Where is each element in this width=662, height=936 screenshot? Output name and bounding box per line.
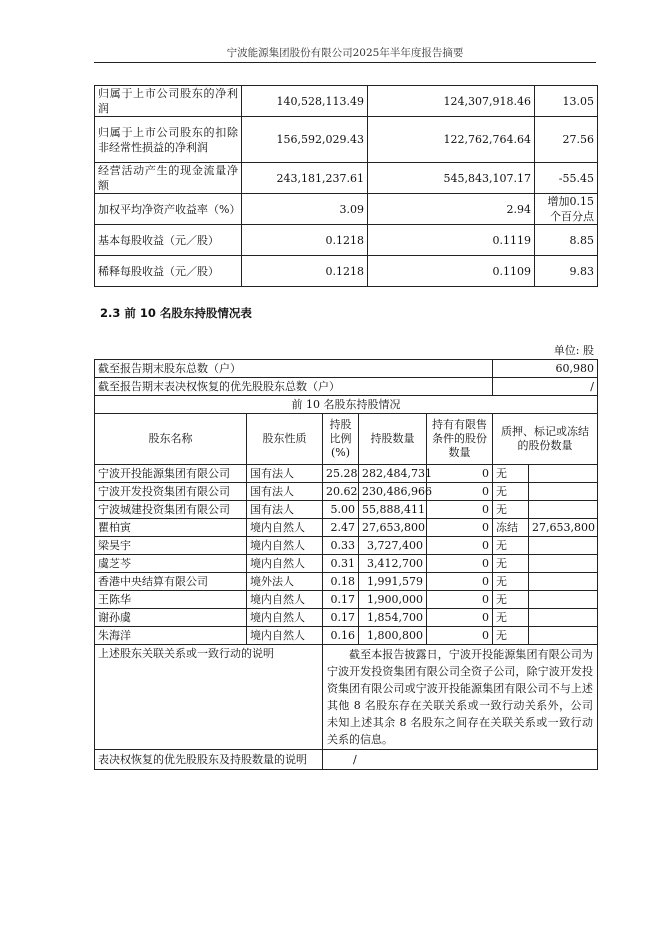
fin-label: 归属于上市公司股东的净利润 — [95, 86, 242, 117]
shareholder-nature: 国有法人 — [247, 501, 323, 519]
shareholder-row — [95, 591, 598, 609]
fin-label: 经营活动产生的现金流量净额 — [95, 163, 242, 194]
shareholder-shares: 1,800,800 — [359, 627, 427, 645]
shareholder-ratio: 0.31 — [323, 555, 359, 573]
shareholder-pledged-shares — [529, 501, 598, 519]
fin-current: 140,528,113.49 — [242, 86, 368, 117]
pref-note-label: 表决权恢复的优先股股东及持股数量的说明 — [95, 750, 323, 770]
fin-label: 归属于上市公司股东的扣除非经常性损益的净利润 — [95, 117, 242, 163]
fin-row — [95, 163, 598, 194]
shareholder-restricted: 0 — [427, 555, 493, 573]
shareholder-shares: 1,991,579 — [359, 573, 427, 591]
shareholder-pledge-status: 冻结 — [493, 519, 529, 537]
shareholder-row — [95, 501, 598, 519]
shareholder-restricted: 0 — [427, 501, 493, 519]
shareholder-restricted: 0 — [427, 591, 493, 609]
shareholder-shares: 1,900,000 — [359, 591, 427, 609]
shareholder-pledge-status: 无 — [493, 591, 529, 609]
shareholder-ratio: 20.62 — [323, 483, 359, 501]
shareholder-ratio: 2.47 — [323, 519, 359, 537]
fin-row — [95, 256, 598, 287]
shareholder-name: 香港中央结算有限公司 — [95, 573, 247, 591]
shareholder-row — [95, 519, 598, 537]
pref-shareholders-value: / — [493, 378, 598, 396]
shareholder-nature: 境内自然人 — [247, 537, 323, 555]
fin-prior: 124,307,918.46 — [368, 86, 535, 117]
shareholder-pledged-shares — [529, 591, 598, 609]
shareholder-name: 宁波城建投资集团有限公司 — [95, 501, 247, 519]
header-name: 股东名称 — [95, 414, 247, 465]
shareholder-pledged-shares — [529, 465, 598, 483]
shareholder-name: 宁波开投能源集团有限公司 — [95, 465, 247, 483]
shareholder-ratio: 0.33 — [323, 537, 359, 555]
pref-note-value: / — [323, 750, 598, 770]
header-ratio: 持股比例(%) — [323, 414, 359, 465]
shareholder-ratio: 0.17 — [323, 591, 359, 609]
shareholder-ratio: 25.28 — [323, 465, 359, 483]
shareholder-nature: 境内自然人 — [247, 627, 323, 645]
fin-row — [95, 86, 598, 117]
shareholder-row — [95, 483, 598, 501]
shareholder-pledged-shares — [529, 573, 598, 591]
relation-note-label: 上述股东关联关系或一致行动的说明 — [95, 645, 323, 750]
fin-change: 13.05 — [535, 86, 598, 117]
total-shareholders-value: 60,980 — [493, 360, 598, 378]
shareholder-nature: 境外法人 — [247, 573, 323, 591]
fin-label: 稀释每股收益（元／股） — [95, 256, 242, 287]
header-shares: 持股数量 — [359, 414, 427, 465]
fin-current: 0.1218 — [242, 256, 368, 287]
shareholder-row — [95, 573, 598, 591]
shareholder-pledge-status: 无 — [493, 483, 529, 501]
shareholder-nature: 国有法人 — [247, 483, 323, 501]
fin-row — [95, 225, 598, 256]
top10-shareholders-table — [94, 359, 598, 770]
fin-label: 加权平均净资产收益率（%） — [95, 194, 242, 225]
relation-note-text: 截至本报告披露日，宁波开投能源集团有限公司为宁波开发投资集团有限公司全资子公司，除宁波开发投资集团有限公司或宁波开投能源集团有限公司不与上述其他 8 名股东存在关联关系或一致行动关系外，公司未知上述其余 8 名股东之间存在关联关系或一致行动关系的信息。 — [323, 645, 598, 750]
total-shareholders-label: 截至报告期末股东总数（户） — [95, 360, 493, 378]
fin-current: 3.09 — [242, 194, 368, 225]
shareholder-shares: 55,888,411 — [359, 501, 427, 519]
shareholder-shares: 3,727,400 — [359, 537, 427, 555]
shareholder-ratio: 0.18 — [323, 573, 359, 591]
total-shareholders-row — [95, 360, 598, 378]
pref-shareholders-label: 截至报告期末表决权恢复的优先股股东总数（户） — [95, 378, 493, 396]
shareholder-name: 瞿柏寅 — [95, 519, 247, 537]
shareholder-row — [95, 465, 598, 483]
fin-label: 基本每股收益（元／股） — [95, 225, 242, 256]
relation-note-row — [95, 645, 598, 750]
fin-current: 0.1218 — [242, 225, 368, 256]
shareholder-pledged-shares — [529, 537, 598, 555]
shareholder-shares: 27,653,800 — [359, 519, 427, 537]
shareholder-restricted: 0 — [427, 609, 493, 627]
financial-indicators-table — [94, 85, 598, 287]
shareholder-pledged-shares — [529, 555, 598, 573]
fin-prior: 122,762,764.64 — [368, 117, 535, 163]
fin-change: 9.83 — [535, 256, 598, 287]
shareholder-nature: 境内自然人 — [247, 519, 323, 537]
shareholder-pledge-status: 无 — [493, 609, 529, 627]
shareholder-restricted: 0 — [427, 537, 493, 555]
shareholder-restricted: 0 — [427, 573, 493, 591]
shareholder-name: 王陈华 — [95, 591, 247, 609]
shareholder-nature: 境内自然人 — [247, 591, 323, 609]
shareholder-ratio: 0.17 — [323, 609, 359, 627]
fin-current: 156,592,029.43 — [242, 117, 368, 163]
top10-title: 前 10 名股东持股情况 — [95, 396, 598, 414]
shareholder-restricted: 0 — [427, 627, 493, 645]
shareholder-pledge-status: 无 — [493, 465, 529, 483]
shareholder-pledged-shares: 27,653,800 — [529, 519, 598, 537]
shareholder-pledge-status: 无 — [493, 555, 529, 573]
shareholder-nature: 境内自然人 — [247, 609, 323, 627]
page-header: 宁波能源集团股份有限公司2025年半年度报告摘要 — [226, 47, 464, 59]
fin-prior: 0.1119 — [368, 225, 535, 256]
shareholder-ratio: 5.00 — [323, 501, 359, 519]
shareholder-shares: 282,484,731 — [359, 465, 427, 483]
section-title: 2.3 前 10 名股东持股情况表 — [100, 306, 252, 320]
fin-current: 243,181,237.61 — [242, 163, 368, 194]
shareholder-restricted: 0 — [427, 483, 493, 501]
fin-change: 增加0.15个百分点 — [535, 194, 598, 225]
fin-row — [95, 117, 598, 163]
shareholder-pledge-status: 无 — [493, 573, 529, 591]
shareholder-pledged-shares — [529, 483, 598, 501]
shareholder-ratio: 0.16 — [323, 627, 359, 645]
shareholder-pledged-shares — [529, 609, 598, 627]
top10-title-row — [95, 396, 598, 414]
fin-prior: 2.94 — [368, 194, 535, 225]
shareholder-shares: 230,486,966 — [359, 483, 427, 501]
fin-row — [95, 194, 598, 225]
fin-change: 8.85 — [535, 225, 598, 256]
shareholder-nature: 国有法人 — [247, 465, 323, 483]
fin-change: 27.56 — [535, 117, 598, 163]
unit-label: 单位: 股 — [553, 344, 594, 357]
top10-header-row — [95, 414, 598, 465]
shareholder-name: 虞芝芩 — [95, 555, 247, 573]
shareholder-name: 谢孙虞 — [95, 609, 247, 627]
shareholder-pledge-status: 无 — [493, 501, 529, 519]
shareholder-row — [95, 627, 598, 645]
shareholder-nature: 境内自然人 — [247, 555, 323, 573]
shareholder-name: 朱海洋 — [95, 627, 247, 645]
shareholder-restricted: 0 — [427, 465, 493, 483]
header-restricted: 持有有限售条件的股份数量 — [427, 414, 493, 465]
shareholder-name: 梁昊宇 — [95, 537, 247, 555]
shareholder-row — [95, 609, 598, 627]
shareholder-pledged-shares — [529, 627, 598, 645]
pref-note-row — [95, 750, 598, 770]
shareholder-row — [95, 537, 598, 555]
shareholder-name: 宁波开发投资集团有限公司 — [95, 483, 247, 501]
fin-prior: 545,843,107.17 — [368, 163, 535, 194]
fin-change: -55.45 — [535, 163, 598, 194]
shareholder-pledge-status: 无 — [493, 537, 529, 555]
shareholder-shares: 3,412,700 — [359, 555, 427, 573]
header-nature: 股东性质 — [247, 414, 323, 465]
shareholder-restricted: 0 — [427, 519, 493, 537]
shareholder-row — [95, 555, 598, 573]
header-divider — [94, 62, 596, 63]
shareholder-pledge-status: 无 — [493, 627, 529, 645]
header-pledge: 质押、标记或冻结的股份数量 — [493, 414, 598, 465]
pref-shareholders-row — [95, 378, 598, 396]
shareholder-shares: 1,854,700 — [359, 609, 427, 627]
fin-prior: 0.1109 — [368, 256, 535, 287]
